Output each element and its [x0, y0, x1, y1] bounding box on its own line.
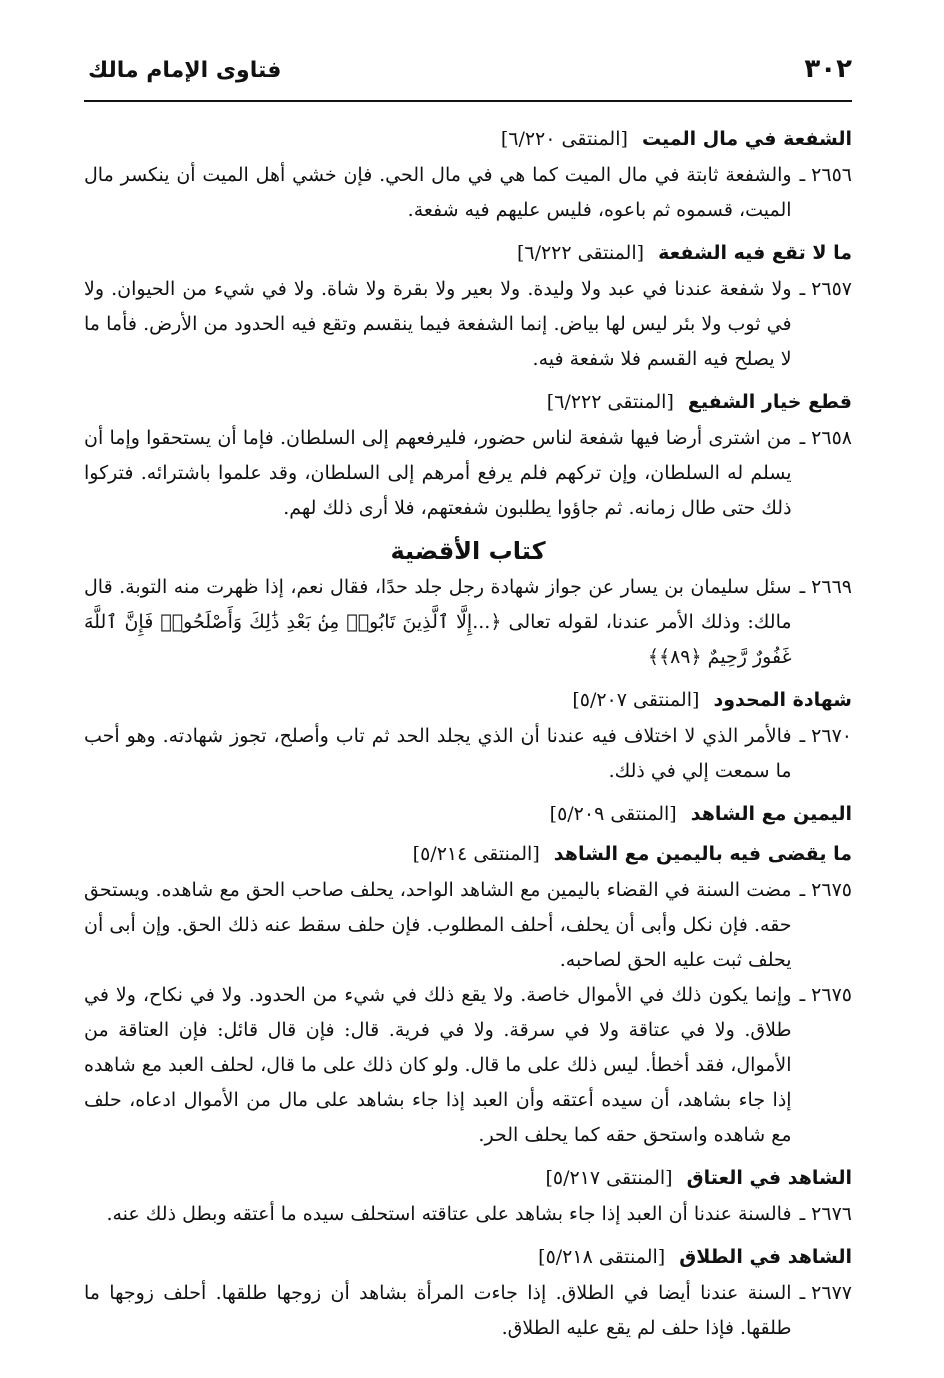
numbered-paragraph — [84, 1197, 852, 1232]
section-title: شهادة المحدود — [713, 689, 852, 711]
running-header-title: فتاوى الإمام مالك — [88, 58, 282, 83]
paragraph-number: ٢٦٧٧ ـ — [799, 1282, 852, 1304]
numbered-paragraph — [84, 272, 852, 377]
header-rule — [84, 100, 852, 102]
paragraph-text: مضت السنة في القضاء باليمين مع الشاهد الواحد، يحلف صاحب الحق مع شاهده. ويستحق حقه. فإن نكل وأبى أن يحلف، أحلف المطلوب. فإن حلف سقط عنه ذلك الحق. وإن أبى أن يحلف ثبت عليه الحق لصاحبه. — [84, 879, 792, 971]
section-title: الشاهد في الطلاق — [679, 1246, 852, 1268]
paragraph-number: ٢٦٧٥ ـ — [799, 879, 852, 901]
section-title: الشاهد في العتاق — [686, 1167, 852, 1189]
section-heading — [84, 387, 852, 417]
section-title: اليمين مع الشاهد — [690, 803, 852, 825]
paragraph-number: ٢٦٥٧ ـ — [799, 278, 852, 300]
paragraph-text: سئل سليمان بن يسار عن جواز شهادة رجل جلد حدًا، فقال نعم، إذا ظهرت منه التوبة. قال مالك: وذلك الأمر عندنا، لقوله تعالى — [84, 576, 792, 633]
paragraph-text: فالأمر الذي لا اختلاف فيه عندنا أن الذي يجلد الحد ثم تاب وأصلح، تجوز شهادته. وهو أحب ما سمعت إلي في ذلك. — [84, 725, 792, 782]
section-reference: [المنتقى ٦/٢٢٢] — [516, 242, 645, 264]
numbered-paragraph — [84, 873, 852, 978]
paragraph-text: فالسنة عندنا أن العبد إذا جاء بشاهد على عتاقته استحلف سيده ما أعتقه وبطل ذلك عنه. — [106, 1203, 792, 1225]
section-reference: [المنتقى ٥/٢١٤] — [412, 843, 540, 865]
section-reference: [المنتقى ٥/٢٠٧] — [572, 689, 700, 711]
quran-verse: ﴿...إِلَّا ٱلَّذِينَ تَابُوا۟ مِنۢ بَعْدِ ذَٰلِكَ وَأَصْلَحُوا۟ فَإِنَّ ٱللَّهَ غَفُورٌ رَّحِيمٌ ﴿٨٩﴾﴾ — [84, 611, 792, 668]
paragraph-text: وإنما يكون ذلك في الأموال خاصة. ولا يقع ذلك في شيء من الحدود. ولا في نكاح، ولا في طلاق. ولا في عتاقة ولا في سرقة. ولا في فرية. قال: فإن قال قائل: فإن العتاقة من الأموال، فقد أخطأ. ليس ذلك على ما قال. ولو كان ذلك على ما قال، لحلف العبد مع شاهده إذا جاء بشاهد، أن سيده أعتقه وأن العبد إذا جاء بشاهد على مال من الأموال ادعاه، حلف مع شاهده واستحق حقه كما يحلف الحر. — [84, 984, 792, 1146]
paragraph-number: ٢٦٧٥ ـ — [799, 984, 852, 1006]
section-title: قطع خيار الشفيع — [687, 391, 852, 413]
section-reference: [المنتقى ٥/٢٠٩] — [549, 803, 677, 825]
section-heading — [84, 799, 852, 829]
section-reference: [المنتقى ٥/٢١٧] — [545, 1167, 673, 1189]
section-title: ما لا تقع فيه الشفعة — [658, 242, 852, 264]
section-heading — [84, 1163, 852, 1193]
paragraph-text: من اشترى أرضا فيها شفعة لناس حضور، فليرفعهم إلى السلطان. فإما أن يستحقوا وإما أن يسلم له السلطان، وإن تركهم فلم يرفع أمرهم إلى السلطان، وقد علموا باشترائه. فتركوا ذلك حتى طال زمانه. ثم جاؤوا يطلبون شفعتهم، فلا أرى ذلك لهم. — [84, 427, 792, 519]
section-heading — [84, 685, 852, 715]
numbered-paragraph — [84, 978, 852, 1153]
page-body — [84, 116, 852, 1338]
paragraph-number: ٢٦٥٨ ـ — [799, 427, 852, 449]
section-reference: [المنتقى ٦/٢٢٢] — [546, 391, 674, 413]
section-title: الشفعة في مال الميت — [641, 128, 852, 150]
chapter-title: كتاب الأقضية — [390, 537, 546, 565]
section-reference: [المنتقى ٥/٢١٨] — [538, 1246, 666, 1268]
paragraph-text: ولا شفعة عندنا في عبد ولا وليدة. ولا بعير ولا بقرة ولا شاة. ولا في شيء من الحيوان. ولا في ثوب ولا بئر ليس لها بياض. إنما الشفعة فيما ينقسم وتقع فيه الحدود من الأرض. فأما ما لا يصلح فيه القسم فلا شفعة فيه. — [84, 278, 792, 370]
paragraph-text: والشفعة ثابتة في مال الميت كما هي في مال الحي. فإن خشي أهل الميت أن ينكسر مال الميت، قسموه ثم باعوه، فليس عليهم فيه شفعة. — [84, 164, 792, 221]
numbered-paragraph — [84, 570, 852, 675]
paragraph-number: ٢٦٧٠ ـ — [799, 725, 852, 747]
section-heading — [84, 238, 852, 268]
section-heading — [84, 1242, 852, 1272]
paragraph-number: ٢٦٥٦ ـ — [799, 164, 852, 186]
section-title: ما يقضى فيه باليمين مع الشاهد — [553, 843, 852, 865]
paragraph-number: ٢٦٦٩ ـ — [799, 576, 852, 598]
numbered-paragraph — [84, 719, 852, 789]
section-heading — [84, 124, 852, 154]
paragraph-text-with-verse — [84, 570, 792, 675]
numbered-paragraph — [84, 421, 852, 526]
page-number: ٣٠٢ — [804, 54, 852, 84]
section-heading — [84, 839, 852, 869]
paragraph-number: ٢٦٧٦ ـ — [799, 1203, 852, 1225]
paragraph-text: السنة عندنا أيضا في الطلاق. إذا جاءت المرأة بشاهد أن زوجها طلقها. أحلف زوجها ما طلقها. فإذا حلف لم يقع عليه الطلاق. — [84, 1282, 792, 1339]
numbered-paragraph — [84, 158, 852, 228]
section-reference: [المنتقى ٦/٢٢٠] — [500, 128, 628, 150]
numbered-paragraph — [84, 1276, 852, 1346]
